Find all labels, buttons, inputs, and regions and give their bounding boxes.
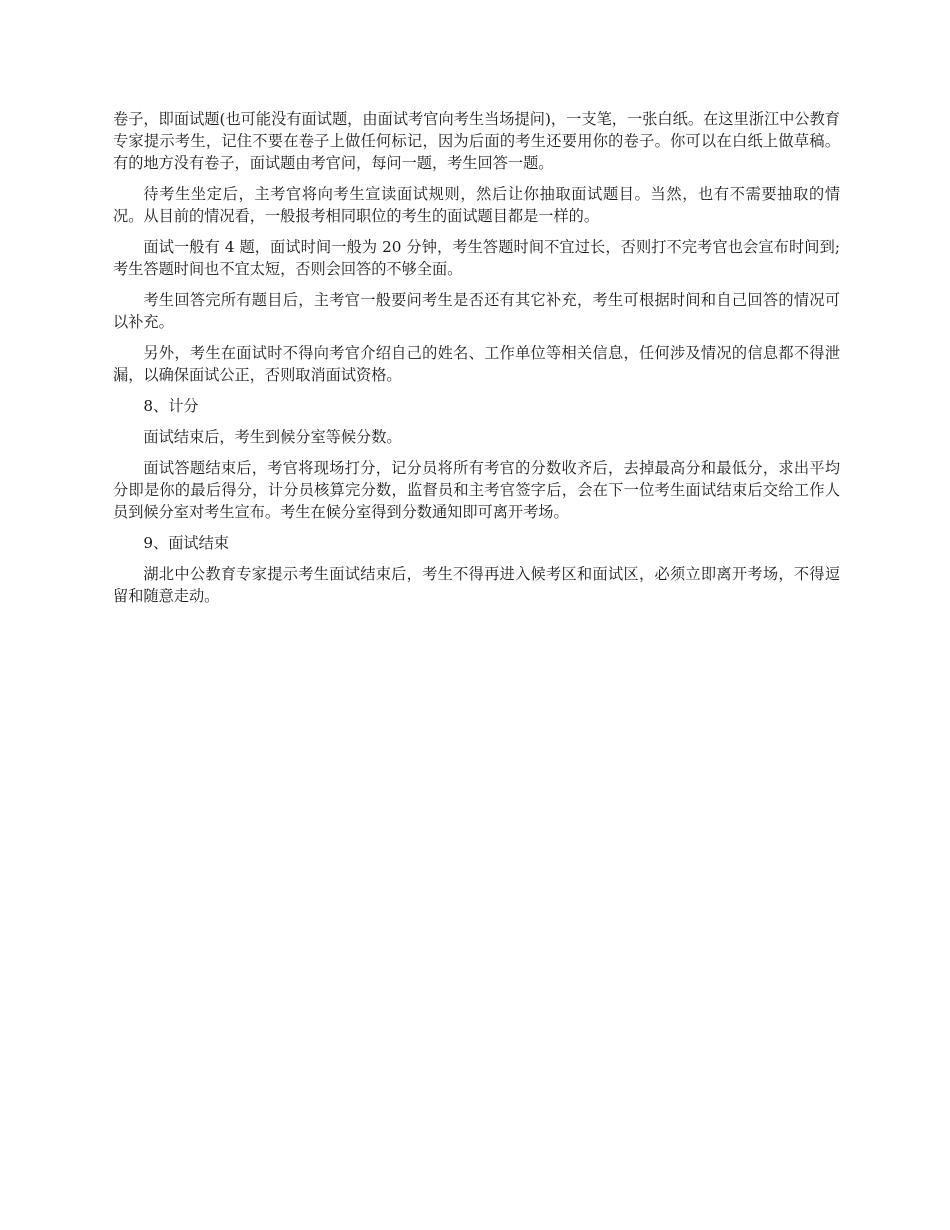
paragraph: 面试结束后，考生到候分室等候分数。 [143,428,402,446]
paragraph: 湖北中公教育专家提示考生面试结束后，考生不得再进入候考区和面试区，必须立即离开考场，不得逗留和随意走动。 [113,565,840,605]
paragraph: 待考生坐定后，主考官将向考生宣读面试规则，然后让你抽取面试题目。当然，也有不需要抽取的情况。从目前的情况看，一般报考相同职位的考生的面试题目都是一样的。 [113,185,840,225]
paragraph: 另外，考生在面试时不得向考官介绍自己的姓名、工作单位等相关信息，任何涉及情况的信息都不得泄漏，以确保面试公正，否则取消面试资格。 [113,344,840,384]
document-page [113,108,840,616]
section-heading: 8、计分 [143,397,199,415]
paragraph: 面试答题结束后，考官将现场打分，记分员将所有考官的分数收齐后，去掉最高分和最低分，求出平均分即是你的最后得分，计分员核算完分数，监督员和主考官签字后，会在下一位考生面试结束后交给工作人员到候分室对考生宣布。考生在候分室得到分数通知即可离开考场。 [113,459,840,521]
paragraph: 卷子，即面试题(也可能没有面试题，由面试考官向考生当场提问)，一支笔，一张白纸。在这里浙江中公教育专家提示考生，记住不要在卷子上做任何标记，因为后面的考生还要用你的卷子。你可以在白纸上做草稿。有的地方没有卷子，面试题由考官问，每问一题，考生回答一题。 [113,110,840,172]
paragraph: 考生回答完所有题目后，主考官一般要问考生是否还有其它补充，考生可根据时间和自己回答的情况可以补充。 [113,291,840,331]
paragraph: 面试一般有 4 题，面试时间一般为 20 分钟，考生答题时间不宜过长，否则打不完考官也会宣布时间到;考生答题时间也不宜太短，否则会回答的不够全面。 [113,238,840,278]
section-heading: 9、面试结束 [143,534,229,552]
